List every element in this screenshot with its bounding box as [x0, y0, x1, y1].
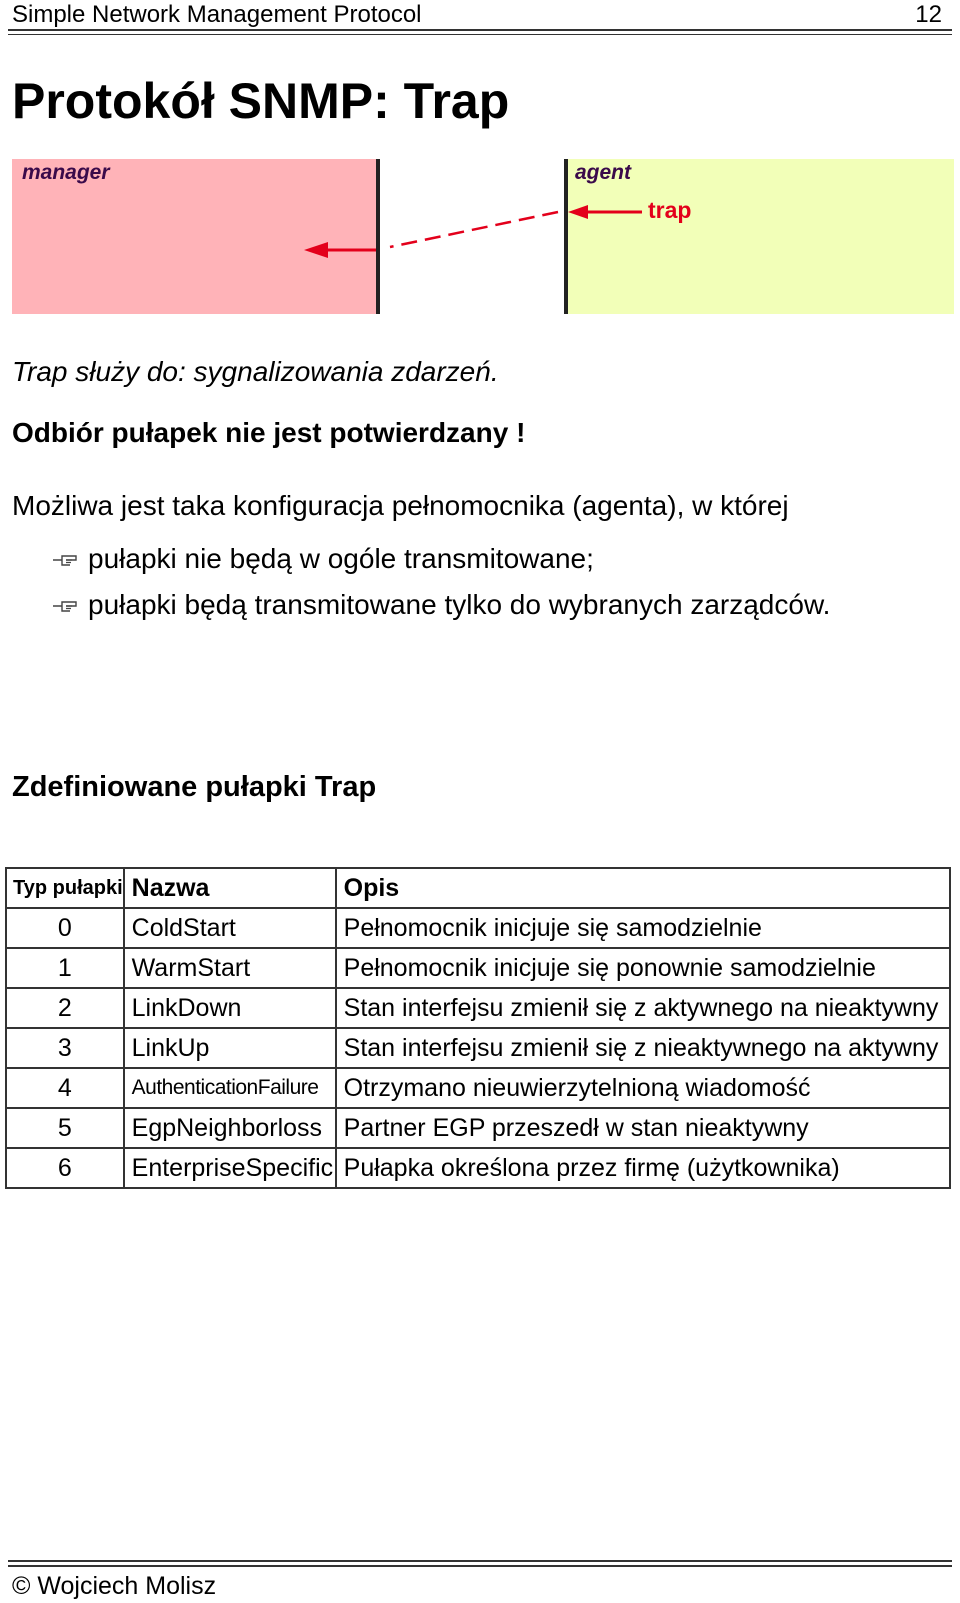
trap-type-cell: 4	[6, 1068, 124, 1108]
header-title: Simple Network Management Protocol	[12, 1, 422, 28]
table-row	[6, 1028, 950, 1068]
trap-type-cell: 0	[6, 908, 124, 948]
page-number: 12	[915, 1, 942, 28]
page-title: Protokół SNMP: Trap	[12, 73, 510, 129]
trap-message-label: trap	[648, 197, 692, 223]
page-header	[12, 0, 956, 30]
trap-description-cell: Pełnomocnik inicjuje się ponownie samodzielnie	[336, 948, 950, 988]
table-row	[6, 948, 950, 988]
column-header-name: Nazwa	[124, 868, 336, 908]
trap-name-cell: ColdStart	[124, 908, 336, 948]
footer-copyright: © Wojciech Molisz	[12, 1572, 217, 1600]
trap-description-cell: Partner EGP przeszedł w stan nieaktywny	[336, 1108, 950, 1148]
trap-name-cell: AuthenticationFailure	[124, 1068, 336, 1108]
trap-description-cell: Pułapka określona przez firmę (użytkownika)	[336, 1148, 950, 1188]
trap-name-cell: LinkDown	[124, 988, 336, 1028]
pointing-hand-icon	[52, 543, 78, 575]
table-row	[6, 1068, 950, 1108]
table-header-row	[6, 868, 950, 908]
column-header-description: Opis	[336, 868, 950, 908]
config-bullet-list	[52, 536, 830, 628]
list-item	[52, 582, 830, 628]
table-row	[6, 1108, 950, 1148]
trap-type-cell: 1	[6, 948, 124, 988]
trap-description-cell: Stan interfejsu zmienił się z nieaktywnego na aktywny	[336, 1028, 950, 1068]
bullet-text: pułapki będą transmitowane tylko do wybranych zarządców.	[88, 589, 831, 620]
trap-description-cell: Otrzymano nieuwierzytelnioną wiadomość	[336, 1068, 950, 1108]
trap-type-cell: 6	[6, 1148, 124, 1188]
header-rule-thin	[8, 34, 952, 35]
trap-purpose-text: Trap służy do: sygnalizowania zdarzeń.	[12, 356, 499, 387]
trap-description-cell: Stan interfejsu zmienił się z aktywnego na nieaktywny	[336, 988, 950, 1028]
trap-type-cell: 2	[6, 988, 124, 1028]
trap-description-cell: Pełnomocnik inicjuje się samodzielnie	[336, 908, 950, 948]
trap-diagram	[12, 159, 954, 314]
trap-name-cell: EnterpriseSpecific	[124, 1148, 336, 1188]
section-title: Zdefiniowane pułapki Trap	[12, 771, 377, 803]
trap-diagram-svg	[12, 159, 954, 314]
trap-name-cell: LinkUp	[124, 1028, 336, 1068]
trap-name-cell: WarmStart	[124, 948, 336, 988]
table-row	[6, 988, 950, 1028]
trap-name-cell: EgpNeighborloss	[124, 1108, 336, 1148]
trap-types-table	[5, 867, 951, 1189]
list-item	[52, 536, 830, 582]
header-rule	[8, 29, 952, 31]
agent-label: agent	[575, 161, 632, 184]
pointing-hand-icon	[52, 589, 78, 621]
manager-label: manager	[22, 161, 110, 184]
trap-dashed-path	[390, 212, 558, 247]
table-row	[6, 908, 950, 948]
footer-rule	[8, 1565, 952, 1567]
trap-type-cell: 5	[6, 1108, 124, 1148]
table-row	[6, 1148, 950, 1188]
column-header-type: Typ pułapki	[6, 868, 124, 908]
no-ack-text: Odbiór pułapek nie jest potwierdzany !	[12, 417, 526, 448]
bullet-text: pułapki nie będą w ogóle transmitowane;	[88, 543, 594, 574]
trap-type-cell: 3	[6, 1028, 124, 1068]
config-intro-text: Możliwa jest taka konfiguracja pełnomocnika (agenta), w której	[12, 490, 789, 521]
footer-rule-thin	[8, 1560, 952, 1562]
